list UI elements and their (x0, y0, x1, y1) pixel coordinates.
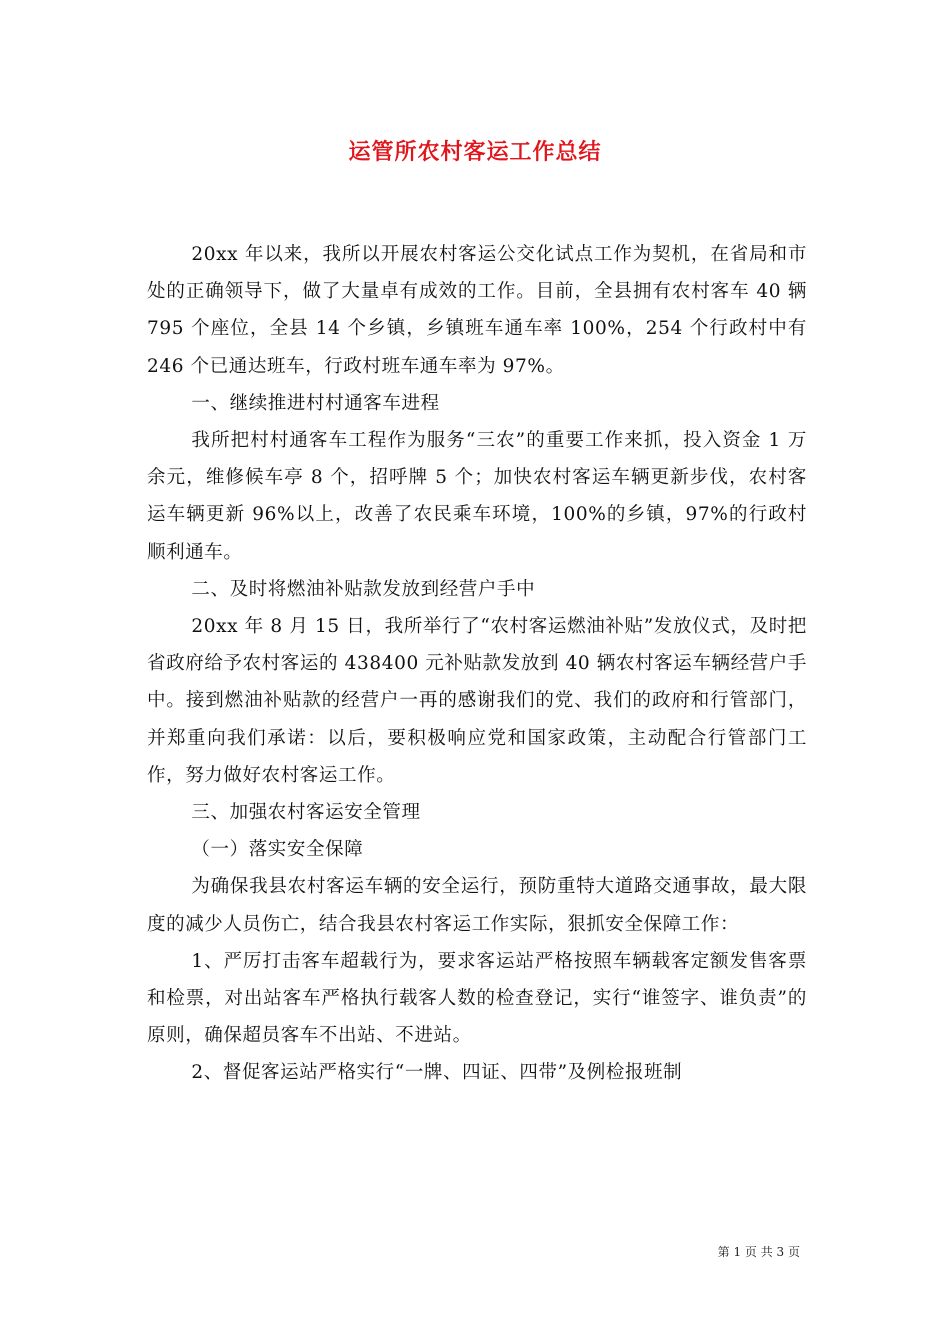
section-heading-1: 一、继续推进村村通客车进程 (191, 392, 440, 414)
paragraph-item-1: 1、严厉打击客车超载行为，要求客运站严格按照车辆载客定额发售客票和检票，对出站客车严格执行载客人数的检查登记，实行“谁签字、谁负责”的原则，确保超员客车不出站、不进站。 (147, 950, 807, 1047)
paragraph-item-2: 2、督促客运站严格实行“一牌、四证、四带”及例检报班制 (191, 1062, 683, 1084)
page-number: 第 1 页 共 3 页 (717, 1245, 800, 1259)
paragraph-section-2: 20xx 年 8 月 15 日，我所举行了“农村客运燃油补贴”发放仪式，及时把省政府给予农村客运的 438400 元补贴款发放到 40 辆农村客运车辆经营户手中。接到燃油补贴款的经营户一再的感谢我们的党、我们的政府和行管部门，并郑重向我们承诺：以后，要积极响应党和国家政策，主动配合行管部门工作，努力做好农村客运工作。 (147, 616, 807, 786)
paragraph-section-1: 我所把村村通客车工程作为服务“三农”的重要工作来抓，投入资金 1 万余元，维修候车亭 8 个，招呼牌 5 个；加快农村客运车辆更新步伐，农村客运车辆更新 96%以上，改善了农民乘车环境，100%的乡镇，97%的行政村顺利通车。 (147, 430, 807, 563)
paragraph-safety-intro: 为确保我县农村客运车辆的安全运行，预防重特大道路交通事故，最大限度的减少人员伤亡，结合我县农村客运工作实际，狠抓安全保障工作： (147, 876, 807, 935)
subsection-heading-1: （一）落实安全保障 (191, 839, 364, 861)
document-body (147, 236, 807, 1092)
document-title: 运管所农村客运工作总结 (348, 139, 602, 165)
section-heading-2: 二、及时将燃油补贴款发放到经营户手中 (191, 578, 536, 600)
paragraph-intro: 20xx 年以来，我所以开展农村客运公交化试点工作为契机，在省局和市处的正确领导下，做了大量卓有成效的工作。目前，全县拥有农村客车 40 辆 795 个座位，全县 14 个乡镇，乡镇班车通车率 100%，254 个行政村中有 246 个已通达班车，行政村班车通车率为 97%。 (147, 244, 807, 377)
section-heading-3: 三、加强农村客运安全管理 (191, 802, 421, 824)
